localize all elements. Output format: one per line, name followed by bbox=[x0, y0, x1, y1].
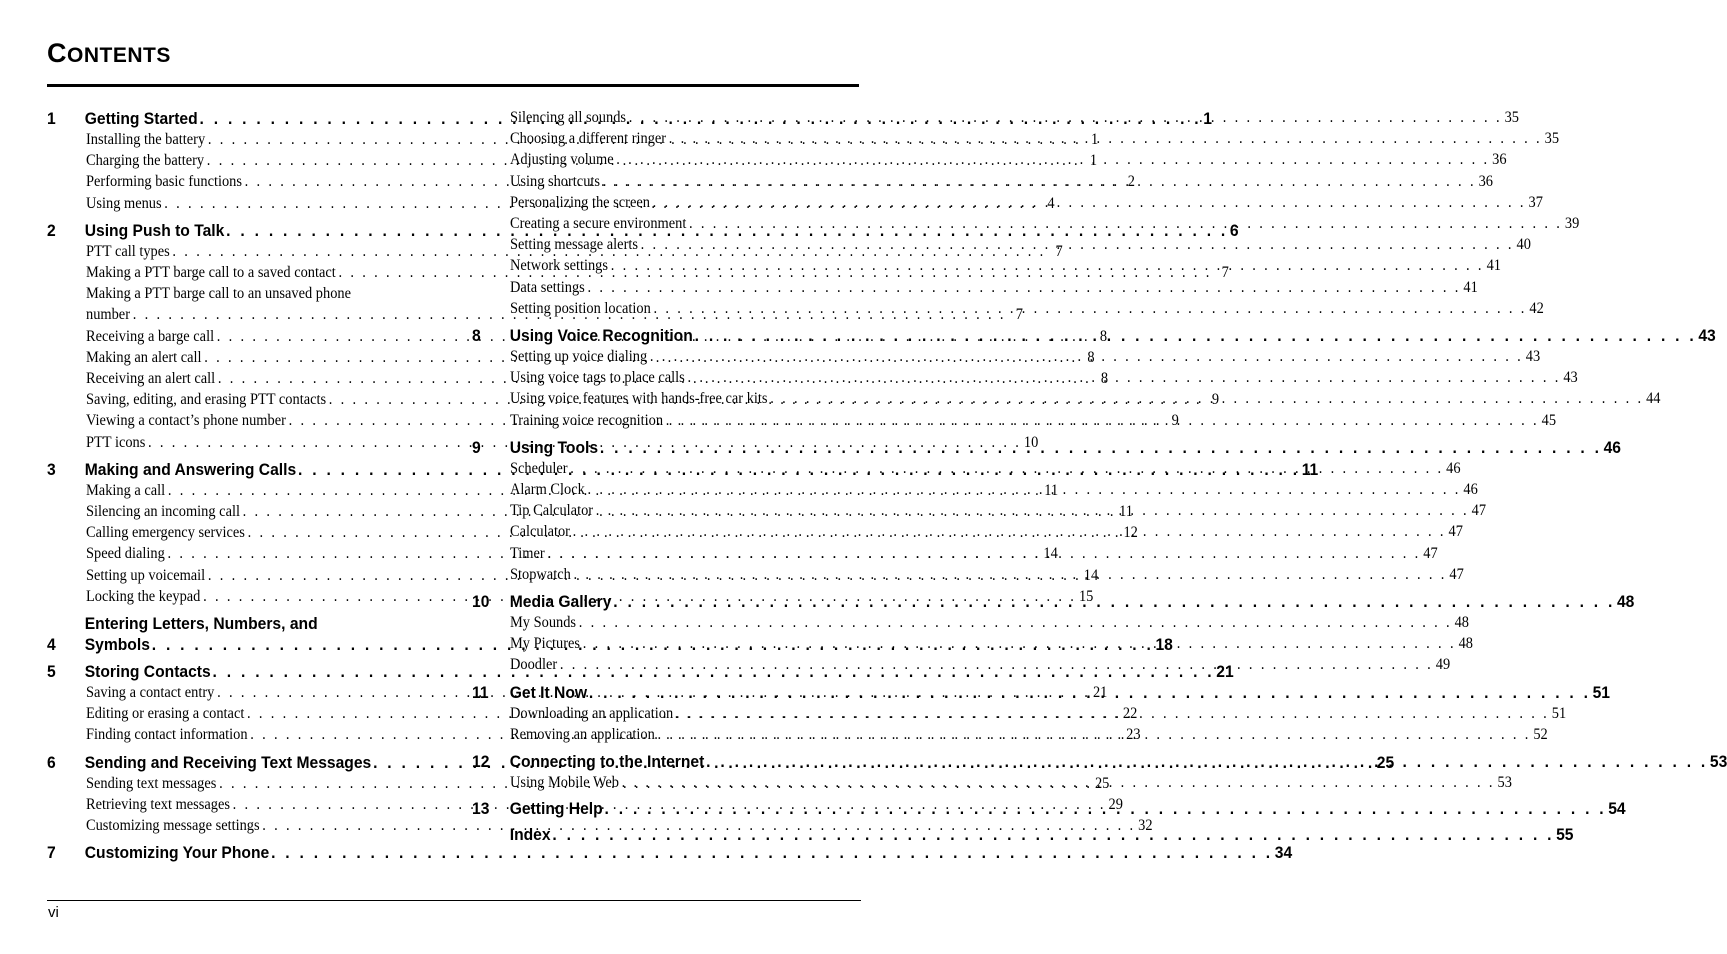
toc-entry-label: My Pictures bbox=[510, 635, 581, 653]
toc-entry-label: Sending text messages bbox=[86, 774, 217, 792]
toc-entry-label: Stopwatch bbox=[510, 565, 571, 583]
dot-leader bbox=[570, 458, 1443, 479]
dot-leader bbox=[653, 192, 1526, 213]
toc-entry-label: Network settings bbox=[510, 257, 608, 275]
toc-entry-page: 25 bbox=[1094, 774, 1110, 792]
toc-entry[interactable] bbox=[510, 612, 1470, 633]
toc-section-title: Entering Letters, Numbers, and bbox=[84, 614, 318, 634]
toc-entry-label-cont: number bbox=[86, 306, 130, 324]
toc-entry-page: 47 bbox=[1448, 523, 1463, 541]
toc-section-page: 43 bbox=[1698, 326, 1716, 346]
toc-entry-label: Scheduler bbox=[510, 459, 568, 477]
toc-section-title: Sending and Receiving Text Messages bbox=[84, 752, 372, 772]
toc-entry-page: 48 bbox=[1458, 635, 1473, 653]
toc-entry-page: 43 bbox=[1525, 348, 1541, 366]
toc-entry[interactable] bbox=[510, 128, 1560, 149]
toc-entry[interactable] bbox=[510, 149, 1507, 170]
toc-entry-page: 43 bbox=[1563, 369, 1578, 387]
dot-leader bbox=[605, 798, 1607, 819]
toc-entry-page: 35 bbox=[1544, 130, 1560, 148]
toc-section-page: 6 bbox=[1229, 220, 1239, 240]
toc-section-page: 34 bbox=[1274, 843, 1293, 863]
toc-entry-label: Making a PTT barge call to a saved contact bbox=[86, 264, 336, 282]
dot-leader bbox=[629, 107, 1502, 128]
toc-section-title: Getting Help bbox=[509, 799, 603, 819]
toc-entry-label: Saving a contact entry bbox=[86, 684, 215, 702]
page-number: vi bbox=[48, 904, 59, 921]
dot-leader bbox=[573, 564, 1446, 585]
toc-entry-page: 41 bbox=[1463, 278, 1478, 296]
toc-entry-page: 47 bbox=[1449, 565, 1464, 583]
dot-leader bbox=[587, 277, 1460, 298]
toc-entry[interactable] bbox=[510, 213, 1580, 234]
toc-entry-label: Alarm Clock bbox=[510, 481, 585, 499]
toc-entry-page: 14 bbox=[1043, 545, 1058, 563]
toc-entry[interactable] bbox=[510, 410, 1557, 431]
toc-entry[interactable] bbox=[510, 234, 1531, 255]
toc-entry[interactable] bbox=[510, 277, 1478, 298]
dot-leader bbox=[657, 724, 1530, 745]
toc-section-title: Using Tools bbox=[509, 437, 599, 457]
dot-leader bbox=[689, 213, 1562, 234]
toc-entry-label: Using voice features with hands-free car kits bbox=[510, 390, 768, 408]
dot-leader bbox=[596, 500, 1469, 521]
toc-entry-page: 8 bbox=[1087, 348, 1095, 366]
toc-entry-page: 12 bbox=[1123, 524, 1138, 542]
toc-entry-label: Setting position location bbox=[510, 299, 651, 317]
toc-entry-label: Training voice recognition bbox=[510, 411, 664, 429]
toc-section-page: 48 bbox=[1616, 592, 1635, 612]
toc-entry-page: 7 bbox=[1015, 306, 1023, 324]
toc-entry[interactable] bbox=[510, 388, 1661, 409]
dot-leader bbox=[587, 479, 1460, 500]
toc-entry-label: Receiving an alert call bbox=[86, 370, 216, 388]
toc-section-title: Using Push to Talk bbox=[84, 220, 225, 240]
toc-section-number: 5 bbox=[47, 662, 56, 682]
toc-entry-page: 40 bbox=[1516, 236, 1531, 254]
toc-entry[interactable] bbox=[510, 367, 1578, 388]
toc-entry-page: 36 bbox=[1478, 172, 1493, 190]
page-title: CONTENTS bbox=[47, 38, 171, 68]
toc-entry-label: Removing an application bbox=[510, 725, 655, 743]
toc-entry-page: 41 bbox=[1486, 257, 1501, 275]
toc-entry-page: 9 bbox=[1211, 391, 1220, 409]
dot-leader bbox=[589, 682, 1591, 703]
toc-entry-label: Using menus bbox=[86, 194, 162, 212]
toc-entry-label: Silencing an incoming call bbox=[86, 503, 240, 521]
toc-entry-label: Choosing a different ringer bbox=[510, 130, 667, 148]
toc-entry[interactable] bbox=[510, 192, 1543, 213]
toc-section[interactable] bbox=[47, 842, 1293, 863]
dot-leader bbox=[573, 521, 1446, 542]
dot-leader bbox=[770, 388, 1643, 409]
toc-entry[interactable] bbox=[510, 107, 1519, 128]
toc-entry-label: Doodler bbox=[510, 656, 558, 674]
toc-entry-page: 1 bbox=[1090, 131, 1099, 148]
toc-entry-label: Setting up voice dialing bbox=[510, 348, 648, 366]
toc-entry-label: Making an alert call bbox=[86, 348, 202, 366]
toc-entry-label: Setting up voicemail bbox=[86, 566, 206, 584]
toc-entry-page: 29 bbox=[1108, 795, 1123, 813]
toc-entry-page: 14 bbox=[1083, 566, 1099, 584]
toc-entry-page: 9 bbox=[1171, 412, 1179, 430]
dot-leader bbox=[613, 591, 1615, 612]
toc-entry-label: My Sounds bbox=[510, 614, 577, 632]
toc-section-page: 18 bbox=[1155, 635, 1173, 655]
dot-leader bbox=[706, 751, 1708, 772]
toc-entry-page: 2 bbox=[1127, 173, 1135, 191]
toc-entry-label: Customizing message settings bbox=[86, 817, 260, 835]
toc-entry-page: 36 bbox=[1492, 151, 1507, 169]
dot-leader bbox=[666, 410, 1539, 431]
toc-section-number: 3 bbox=[47, 459, 56, 479]
toc-entry-label: Using voice tags to place calls bbox=[510, 369, 685, 387]
toc-section-page: 55 bbox=[1556, 825, 1574, 845]
toc-section-page: 1 bbox=[1203, 109, 1212, 128]
toc-entry-label: Calculator bbox=[510, 523, 570, 541]
toc-entry-page: 11 bbox=[1044, 481, 1059, 499]
toc-section-title: Using Voice Recognition bbox=[509, 326, 693, 346]
dot-leader bbox=[560, 654, 1433, 675]
toc-entry-page: 8 bbox=[1100, 370, 1109, 388]
dot-leader bbox=[579, 612, 1452, 633]
toc-section-number: 10 bbox=[472, 592, 490, 612]
toc-entry-page: 53 bbox=[1497, 774, 1512, 792]
toc-entry-label: Making a call bbox=[86, 481, 166, 499]
dot-leader bbox=[547, 543, 1420, 564]
toc-entry-page: 46 bbox=[1446, 459, 1461, 477]
toc-entry-page: 49 bbox=[1435, 656, 1451, 674]
toc-section-title: Making and Answering Calls bbox=[84, 459, 297, 479]
toc-entry-label: Installing the battery bbox=[86, 131, 206, 148]
toc-entry-page: 15 bbox=[1078, 587, 1094, 605]
toc-section-page: 54 bbox=[1608, 799, 1626, 819]
dot-leader bbox=[616, 149, 1489, 170]
toc-entry-page: 32 bbox=[1138, 817, 1153, 835]
toc-entry-page: 21 bbox=[1092, 684, 1108, 702]
toc-entry-page: 39 bbox=[1564, 215, 1580, 233]
toc-section-number: 2 bbox=[47, 220, 56, 240]
toc-entry-label: PTT icons bbox=[86, 433, 146, 451]
toc-entry[interactable] bbox=[510, 255, 1501, 276]
toc-entry-label: Viewing a contact’s phone number bbox=[86, 412, 286, 430]
dot-leader bbox=[583, 633, 1456, 654]
dot-leader bbox=[695, 325, 1697, 346]
toc-entry-label: Tip Calculator bbox=[510, 502, 594, 520]
toc-entry-page: 42 bbox=[1529, 299, 1544, 317]
toc-entry-page: 10 bbox=[1023, 433, 1039, 451]
toc-entry-page: 47 bbox=[1423, 544, 1438, 562]
toc-section-page: 51 bbox=[1592, 682, 1610, 702]
toc-entry-label: Making a PTT barge call to an unsaved phone bbox=[86, 285, 352, 303]
toc-entry-label: Calling emergency services bbox=[86, 524, 245, 542]
toc-entry-label: Editing or erasing a contact bbox=[86, 705, 245, 723]
dot-leader bbox=[600, 437, 1602, 458]
toc-section-number: 1 bbox=[47, 109, 56, 128]
toc-entry-label: Silencing all sounds bbox=[510, 109, 627, 126]
toc-section-title: Getting Started bbox=[84, 109, 198, 128]
dot-leader bbox=[622, 772, 1495, 793]
toc-entry-page: 35 bbox=[1504, 109, 1519, 126]
toc-section-number: 11 bbox=[472, 682, 489, 702]
dot-leader bbox=[552, 824, 1554, 845]
toc-section-page: 25 bbox=[1376, 752, 1395, 772]
toc-entry-page: 22 bbox=[1122, 705, 1138, 723]
dot-leader bbox=[687, 367, 1560, 388]
toc-entry-label: Finding contact information bbox=[86, 726, 248, 744]
toc-entry-label: Personalizing the screen bbox=[510, 193, 650, 211]
dot-leader bbox=[653, 298, 1526, 319]
toc-entry[interactable] bbox=[510, 346, 1541, 367]
toc-entry-label: Receiving a barge call bbox=[86, 327, 215, 345]
toc-entry-label: PTT call types bbox=[86, 242, 170, 260]
toc-entry-label: Locking the keypad bbox=[86, 587, 201, 605]
toc-section-number: 12 bbox=[472, 752, 490, 772]
toc-section-title: Get It Now bbox=[509, 682, 588, 702]
toc-entry-page: 8 bbox=[1099, 327, 1108, 345]
toc-section-number: 4 bbox=[47, 635, 56, 655]
toc-entry[interactable] bbox=[510, 298, 1544, 319]
toc-entry-page: 7 bbox=[1221, 264, 1229, 282]
dot-leader bbox=[641, 234, 1514, 255]
toc-entry-page: 11 bbox=[1119, 503, 1133, 521]
dot-leader bbox=[271, 842, 1273, 863]
toc-entry-page: 52 bbox=[1533, 725, 1548, 743]
toc-entry-page: 45 bbox=[1541, 411, 1557, 429]
toc-section[interactable] bbox=[472, 325, 1716, 346]
toc-entry-label: Setting message alerts bbox=[510, 236, 638, 254]
dot-leader bbox=[650, 346, 1523, 367]
toc-section-title: Customizing Your Phone bbox=[84, 843, 270, 863]
toc-section-title: Index bbox=[509, 825, 551, 845]
footer-rule bbox=[47, 900, 861, 901]
toc-entry-page: 51 bbox=[1551, 704, 1567, 722]
toc-entry-page: 47 bbox=[1471, 502, 1487, 520]
dot-leader bbox=[603, 171, 1476, 192]
toc-section-number: 8 bbox=[472, 326, 481, 346]
toc-entry-label: Performing basic functions bbox=[86, 173, 242, 191]
toc-section-page: 11 bbox=[1301, 459, 1319, 479]
toc-section-title: Media Gallery bbox=[509, 592, 612, 612]
toc-section-title: Storing Contacts bbox=[84, 662, 211, 682]
toc-entry-label: Adjusting volume bbox=[510, 151, 614, 169]
toc-section-title-cont: Symbols bbox=[84, 635, 150, 655]
toc-entry-page: 23 bbox=[1126, 726, 1141, 744]
toc-entry-label: Using shortcuts bbox=[510, 172, 600, 190]
toc-section-number: 6 bbox=[47, 752, 56, 772]
toc-entry-page: 1 bbox=[1089, 152, 1098, 170]
toc-entry-page: 48 bbox=[1454, 614, 1470, 632]
header-rule bbox=[47, 84, 859, 87]
toc-entry-label: Using Mobile Web bbox=[510, 774, 619, 792]
dot-leader bbox=[669, 128, 1542, 149]
toc-section-title: Connecting to the Internet bbox=[509, 752, 705, 772]
toc-section-page: 46 bbox=[1603, 437, 1621, 457]
toc-entry-label: Charging the battery bbox=[86, 152, 205, 170]
toc-entry-page: 7 bbox=[1055, 242, 1063, 260]
toc-entry-page: 4 bbox=[1047, 194, 1055, 212]
toc-entry-page: 44 bbox=[1646, 390, 1661, 408]
toc-entry-label: Retrieving text messages bbox=[86, 795, 230, 813]
toc-entry-label: Data settings bbox=[510, 278, 585, 296]
toc-entry-label: Saving, editing, and erasing PTT contacts bbox=[86, 391, 327, 409]
toc-section-number: 13 bbox=[472, 799, 490, 819]
dot-leader bbox=[676, 703, 1549, 724]
toc-section-number: 7 bbox=[47, 843, 56, 863]
toc-entry-page: 37 bbox=[1528, 193, 1543, 211]
toc-entry-page: 46 bbox=[1463, 481, 1478, 499]
toc-section-number: 9 bbox=[472, 437, 481, 457]
toc-entry-label: Downloading an application bbox=[510, 704, 674, 722]
dot-leader bbox=[611, 255, 1484, 276]
toc-section-page: 21 bbox=[1216, 662, 1234, 682]
toc-section-page: 53 bbox=[1709, 752, 1727, 772]
toc-entry-label: Speed dialing bbox=[86, 545, 165, 563]
toc-entry-label: Timer bbox=[510, 544, 545, 562]
toc-entry[interactable] bbox=[510, 171, 1493, 192]
toc-entry-label: Creating a secure environment bbox=[510, 215, 687, 233]
